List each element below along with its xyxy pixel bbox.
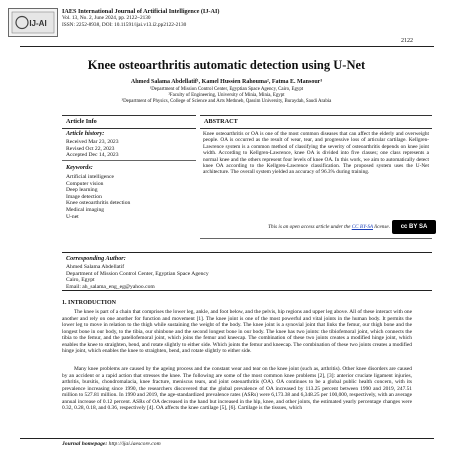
accepted-date: Accepted Dec 14, 2023 [66, 152, 119, 159]
keyword: Artificial intelligence [66, 174, 114, 180]
license-line [228, 224, 390, 230]
journal-homepage-link[interactable]: http://ijai.iaescore.com [108, 441, 161, 447]
abstract-bottom-rule [200, 238, 432, 239]
footer [62, 441, 161, 447]
journal-name: IAES International Journal of Artificial Intelligence (IJ-AI) [62, 8, 220, 15]
keyword: U-net [66, 213, 79, 220]
header-rule [20, 46, 434, 47]
author-list: Ahmed Salama Abdellatif¹, Kamel Hussien Rahouma², Fatma E. Mansour³ [130, 79, 323, 85]
footer-label: Journal homepage: [62, 441, 108, 447]
keyword: Medical imaging [66, 206, 105, 213]
corresponding-heading: Corresponding Author: [66, 255, 126, 262]
keywords [66, 164, 196, 220]
abstract-text: Knee osteoarthritis or OA is one of the most common diseases that can affect the elderly and overweight people. OA is occurred as the result of wear, tear, and progressive loss of articular cartilage. Kellgren-Lawrence system is a common method of classifying the severity of osteoarthritis depends on knee joint width. According to Kellgren-Lawrence, knee OA is divided into five classes; one class represents a normal knee and the others represent four levels of knee OA. In this work, we aim to automatically detect knee OA according to the Kellgren-Lawrence classification. The proposed system uses the U-Net architecture. The overall system yielded an accuracy of 96.3% during training. [203, 131, 429, 176]
corresponding-email: Email: ah_salama_eng_eg@yahoo.com [66, 283, 155, 290]
ijai-logo-icon [11, 11, 55, 34]
introduction-heading: 1. INTRODUCTION [62, 300, 117, 306]
keyword: Deep learning [66, 187, 98, 194]
affiliation-2: ²Faculty of Engineering, University of Minia, Minia, Egypt [168, 92, 285, 98]
corresponding-bottom-rule [62, 290, 432, 291]
abstract-heading-box [200, 115, 432, 129]
cc-by-sa-link[interactable]: CC BY-SA [351, 224, 373, 230]
received-date: Received Mar 23, 2023 [66, 139, 119, 145]
journal-issn: ISSN: 2252-8938, DOI: 10.11591/ijai.v13.i2.pp2122-2130 [62, 21, 187, 28]
article-info-heading-box [62, 115, 196, 129]
journal-volume: Vol. 13, No. 2, June 2024, pp. 2122~2130 [62, 15, 151, 22]
keyword: Knee osteoarthritis detection [66, 200, 131, 207]
intro-paragraph-2: Many knee problems are caused by the ageing process and the constant wear and tear on the knee joint (such as, arthritis). Other knee disorders are caused by an accident or a rapid action that stresses the knee. The following are some of the most common knee problems [2], [3]: anterior cruciate ligament injuries, arthritis, bursitis, chondromalacia, knee fracture, meniscus tears, and joint osteoarthritis (OA). OA continues to be a global public health concern, with its prevalence increasing since 1990, the researchers discovered that the global prevalence of OA increased by 113.25 percent between 1990 and 2019, 247.51 million to 527.81 million. In 1990 and 2019, the age-standardized prevalence rates (ASRs) were 6,173.38 and 6,348.25 per 100,000, respectively, with an average annual increase of 0.12 percent. ASRs of OA decreased in the hand but increased in the hip, knee, and other joints, the estimated yearly percentage changes were 0.32, 0.28, 0.18, and 0.36, respectively [4]. OA affects the knee cartilage [5], [6]. Cartilage is the tissues, which [62, 366, 412, 411]
article-history [66, 130, 196, 159]
corresponding-city: Cairo, Egypt [66, 277, 95, 284]
intro-paragraph-1: The knee is part of a chain that comprises the lower leg, ankle, and foot below, and the pelvis, hip regions and upper leg above. All of these interact with one another and rely on one another for function and movement [1]. The knee joint is one of the most powerful and vital joints in the human body. It permits the lower leg to move in relation to the thigh while sustaining the weight of the body. The knee joint is a synovial joint that links the femur, our thigh bone and the longest bone in our body, to the tibia, our shinbone and the second longest bone in our body. The knee has two joints: the tibiofemoral joint, which connects the tibia to the femur, and the patellofemoral joint, which joins the femur and kneecap. The combination of these two joints creates a modified hinge joint, which enables the knee to straighten, bend, and rotate slightly to either side. Which joints the femur and kneecap. The combination of these two joints creates a modified hinge joint, which enables the knee to straighten, bend, and rotate slightly to either side. [62, 309, 412, 354]
article-info-heading: Article Info [66, 118, 97, 125]
corresponding-name: Ahmed Salama Abdellatif [66, 264, 125, 270]
history-heading: Article history: [66, 130, 105, 137]
page-number: 2122 [401, 38, 413, 44]
history-divider [62, 160, 196, 161]
corresponding-top-rule [62, 252, 432, 253]
affiliations [0, 87, 453, 104]
license-text: This is an open access article under the [268, 224, 351, 230]
journal-logo [8, 8, 58, 37]
journal-header [62, 8, 402, 28]
corresponding-author [66, 255, 426, 290]
revised-date: Revised Oct 22, 2023 [66, 145, 115, 152]
affiliation-3: ³Department of Physics, College of Science and Arts Methneb, Qassim University, Buraydah, Saudi Arabia [121, 98, 332, 104]
paper-title: Knee osteoarthritis automatic detection using U-Net [87, 58, 366, 72]
cc-license-badge[interactable]: cc BY SA [392, 220, 436, 234]
affiliation-1: ¹Department of Mission Control Center, Egyptian Space Agency, Cairo, Egypt [149, 87, 304, 92]
svg-text:IJ-AI: IJ-AI [29, 19, 47, 28]
license-suffix: license. [374, 224, 390, 230]
footer-rule [20, 438, 434, 439]
keyword: Image detection [66, 193, 102, 200]
keyword: Computer vision [66, 180, 104, 187]
keywords-heading: Keywords: [66, 164, 93, 171]
abstract-heading: ABSTRACT [204, 118, 238, 125]
corresponding-dept: Department of Mission Control Center, Egyptian Space Agency [66, 270, 209, 277]
